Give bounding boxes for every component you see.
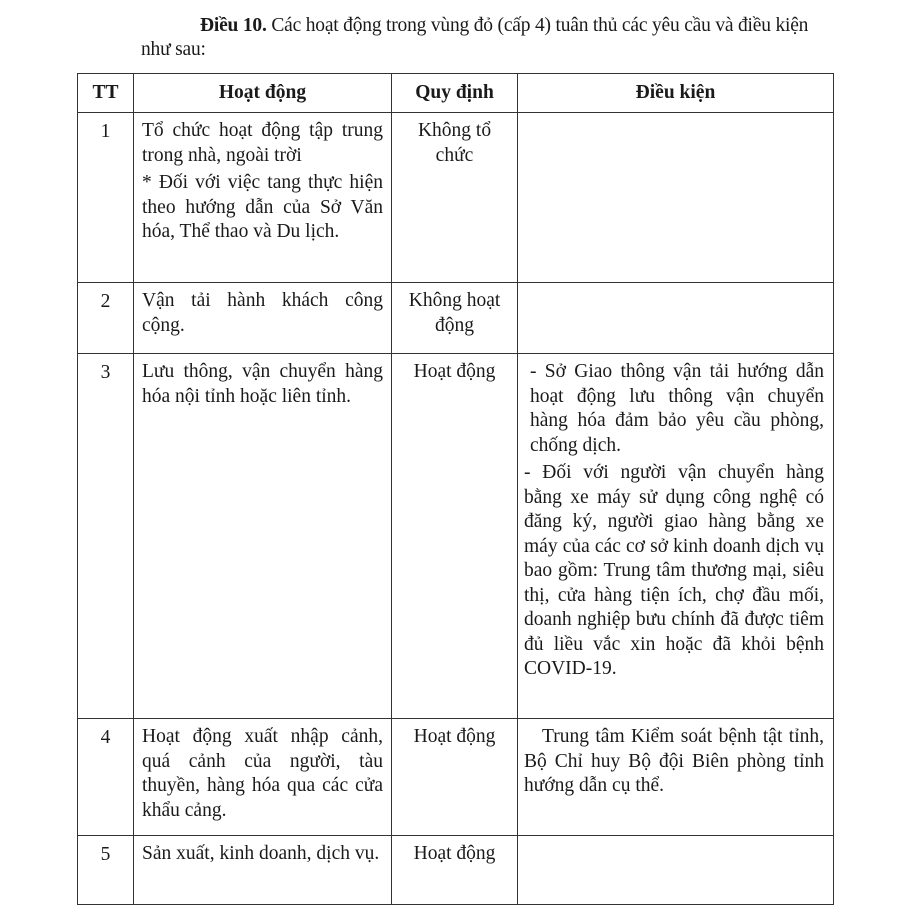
regulation-text: Không hoạt động (408, 290, 501, 336)
activity-text: Hoạt động xuất nhập cảnh, quá cảnh của người, tàu thuyền, hàng hóa qua các cửa khẩu cảng. (142, 726, 383, 821)
condition-cell (518, 354, 834, 719)
table-row (78, 113, 834, 283)
header-regulation: Quy định (392, 74, 518, 113)
table-header-row (78, 74, 834, 113)
activity-cell (134, 113, 392, 283)
header-tt: TT (78, 74, 134, 113)
activity-cell (134, 283, 392, 354)
table-row (78, 719, 834, 836)
activity-text: Lưu thông, vận chuyển hàng hóa nội tỉnh hoặc liên tỉnh. (142, 361, 383, 407)
regulation-cell: Hoạt động (392, 719, 518, 836)
regulation-cell (392, 283, 518, 354)
header-condition: Điều kiện (518, 74, 834, 113)
article-intro-text: Các hoạt động trong vùng đỏ (cấp 4) tuân thủ các yêu cầu và điều kiện như sau: (141, 15, 809, 60)
regulation-cell: Hoạt động (392, 836, 518, 905)
table-row (78, 354, 834, 719)
row-number: 4 (78, 719, 134, 836)
activity-text: Vận tải hành khách công cộng. (142, 290, 383, 336)
condition-item: - Đối với người vận chuyển hàng bằng xe máy sử dụng công nghệ có đăng ký, người giao hàng bằng xe máy của các cơ sở kinh doanh dịch vụ bao gồm: Trung tâm thương mại, siêu thị, cửa hàng tiện ích, chợ đầu mối, doanh nghiệp bưu chính đã được tiêm đủ liều vắc xin hoặc đã khỏi bệnh COVID-19. (524, 462, 824, 679)
row-number: 2 (78, 283, 134, 354)
regulation-cell: Hoạt động (392, 354, 518, 719)
condition-cell (518, 113, 834, 283)
condition-cell (518, 283, 834, 354)
row-number: 5 (78, 836, 134, 905)
regulation-cell (392, 113, 518, 283)
article-label: Điều 10. (200, 15, 267, 36)
activity-note: * Đối với việc tang thực hiện theo hướng dẫn của Sở Văn hóa, Thể thao và Du lịch. (142, 172, 383, 242)
row-number: 3 (78, 354, 134, 719)
condition-cell (518, 719, 834, 836)
activity-text: Sản xuất, kinh doanh, dịch vụ. (142, 843, 380, 864)
activity-cell (134, 354, 392, 719)
condition-cell (518, 836, 834, 905)
activity-rules-table (77, 73, 834, 905)
activity-cell (134, 836, 392, 905)
article-intro (141, 14, 821, 62)
activity-text: Tổ chức hoạt động tập trung trong nhà, ngoài trời (142, 120, 383, 166)
table-row (78, 283, 834, 354)
table-row (78, 836, 834, 905)
row-number: 1 (78, 113, 134, 283)
header-activity: Hoạt động (134, 74, 392, 113)
condition-item: - Sở Giao thông vận tải hướng dẫn hoạt động lưu thông vận chuyển hàng hóa đảm bảo yêu cầu phòng, chống dịch. (530, 361, 824, 456)
activity-cell (134, 719, 392, 836)
regulation-text: Không tổ chức (417, 120, 492, 166)
condition-item: Trung tâm Kiểm soát bệnh tật tỉnh, Bộ Chỉ huy Bộ đội Biên phòng tỉnh hướng dẫn cụ thể. (524, 726, 824, 796)
